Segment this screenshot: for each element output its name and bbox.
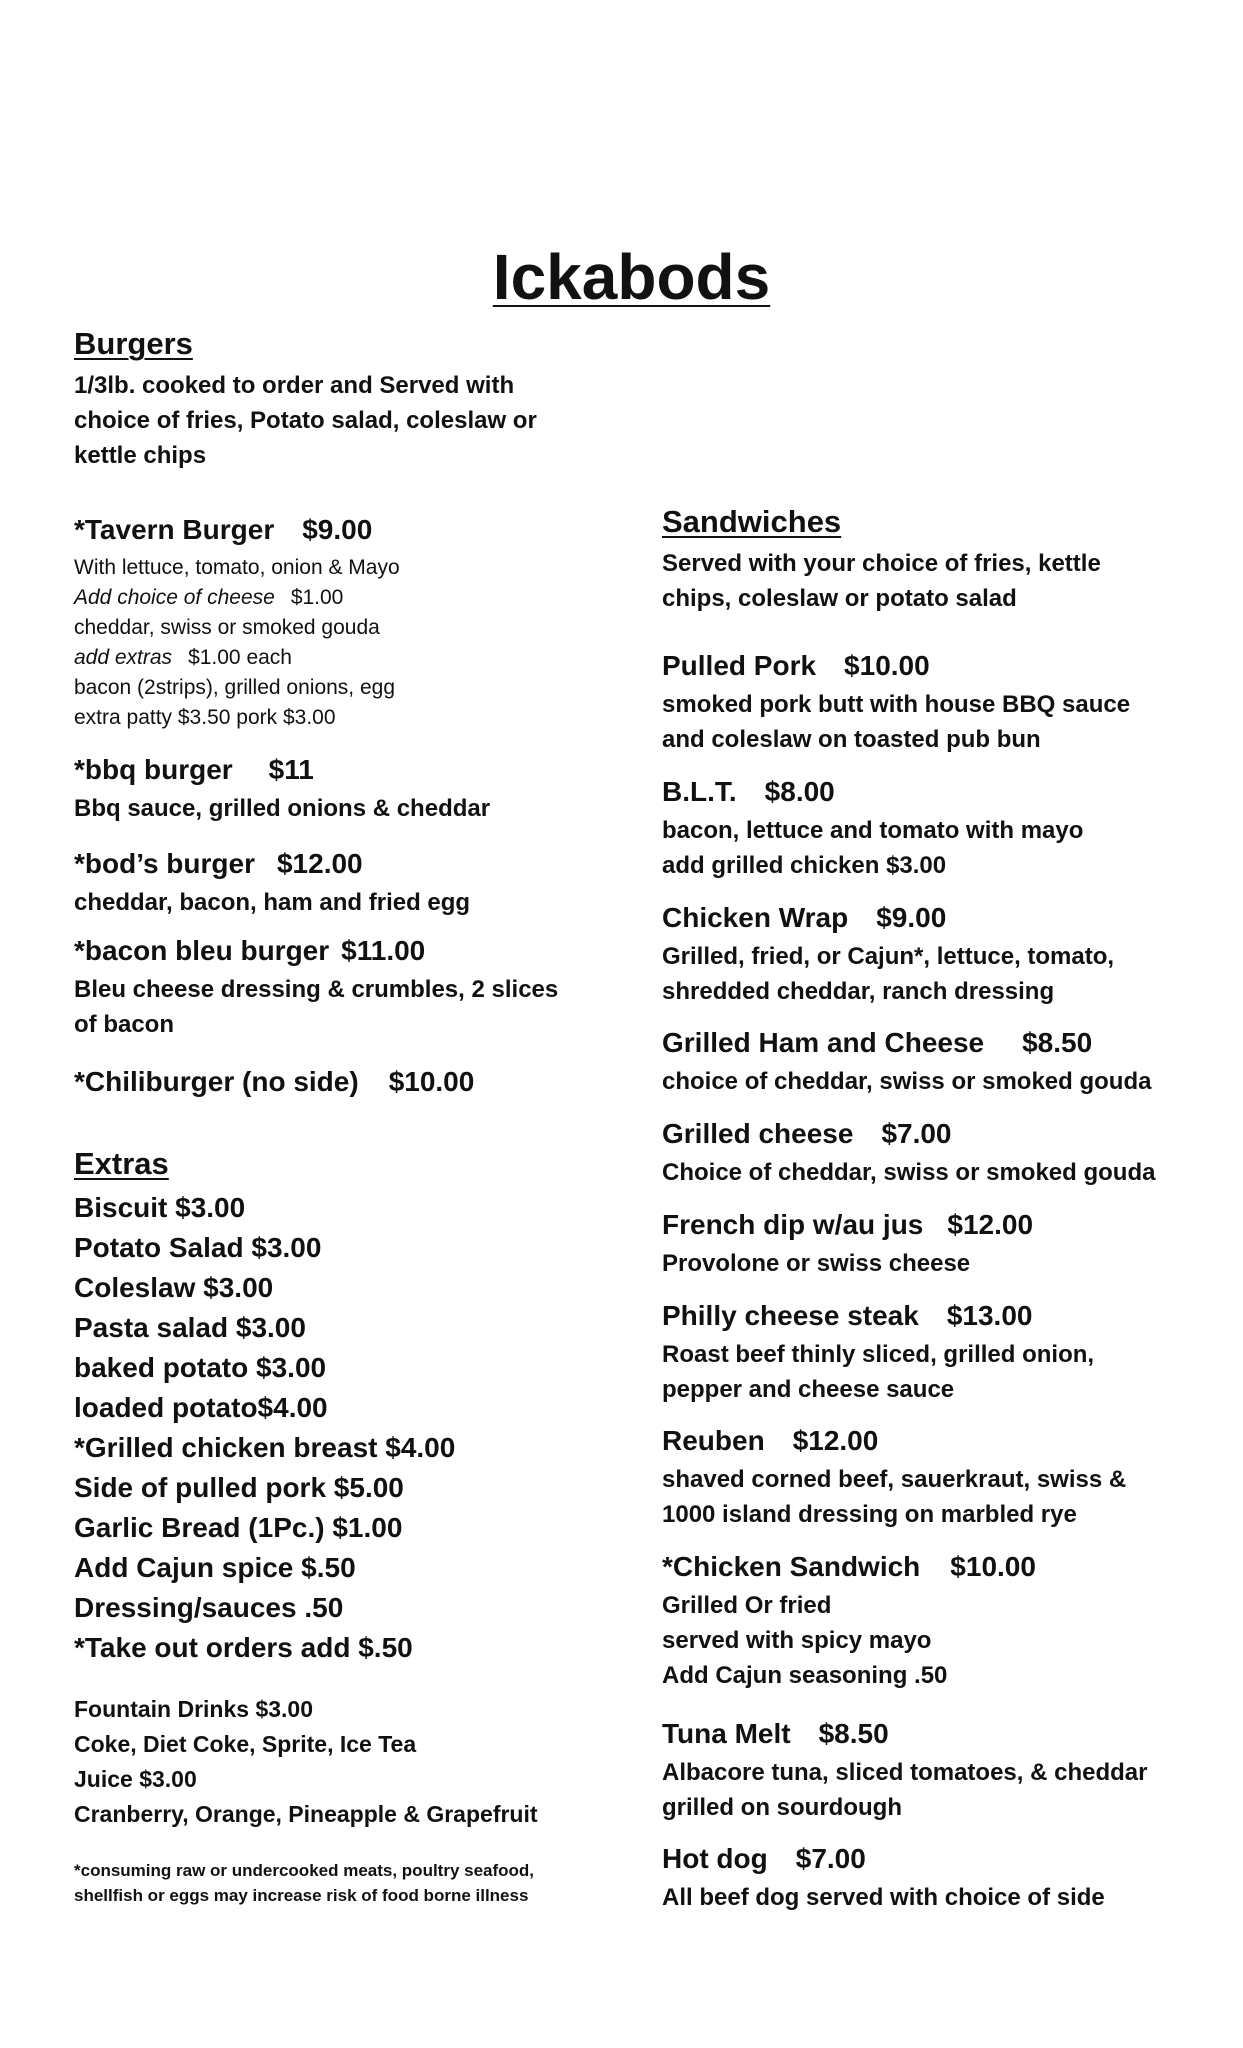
cheese-price: $1.00 (290, 586, 344, 609)
sandwich-description (662, 687, 1130, 757)
item-price: $8.50 (1022, 1027, 1093, 1058)
sandwich-description (662, 1246, 970, 1281)
bbq-burger-desc: Bbq sauce, grilled onions & cheddar (74, 795, 491, 822)
extras-item: *Take out orders add $.50 (74, 1632, 413, 1663)
item-name: Pulled Pork (662, 650, 817, 681)
sandwiches-desc-line: chips, coleslaw or potato salad (662, 585, 1017, 612)
desc-line: choice of cheddar, swiss or smoked gouda (662, 1068, 1152, 1095)
desc-line: bacon, lettuce and tomato with mayo (662, 817, 1084, 844)
item-price: $7.00 (795, 1843, 866, 1874)
item-price: $11.00 (341, 935, 426, 966)
extras-item: baked potato $3.00 (74, 1352, 327, 1383)
bacon-bleu-burger-title (74, 935, 425, 967)
desc-line: Grilled Or fried (662, 1592, 832, 1619)
burgers-desc-line: 1/3lb. cooked to order and Served with (74, 372, 515, 399)
item-name: *bod’s burger (74, 848, 255, 879)
item-price: $12.00 (792, 1425, 879, 1456)
warning-line: shellfish or eggs may increase risk of food borne illness (74, 1886, 529, 1905)
sandwich-title (662, 1118, 952, 1150)
extras-list (74, 1188, 455, 1668)
chiliburger-title (74, 1066, 474, 1098)
sandwich-description (662, 1337, 1094, 1407)
desc-line: grilled on sourdough (662, 1794, 902, 1821)
extras-item: Coleslaw $3.00 (74, 1272, 274, 1303)
item-price: $10.00 (844, 650, 930, 681)
tavern-detail-line: With lettuce, tomato, onion & Mayo (74, 556, 400, 579)
item-price: $9.00 (876, 902, 947, 933)
burgers-desc-line: choice of fries, Potato salad, coleslaw or (74, 407, 537, 434)
desc-line: of bacon (74, 1011, 174, 1038)
drinks-list (74, 1692, 538, 1832)
extras-item: *Grilled chicken breast $4.00 (74, 1432, 456, 1463)
item-price: $10.00 (388, 1066, 475, 1097)
extras-item: Garlic Bread (1Pc.) $1.00 (74, 1512, 403, 1543)
desc-line: Add Cajun seasoning .50 (662, 1662, 948, 1689)
sandwich-title (662, 1843, 866, 1875)
health-warning (74, 1858, 534, 1908)
extras-item: Side of pulled pork $5.00 (74, 1472, 404, 1503)
bacon-bleu-burger-desc (74, 972, 558, 1042)
item-price: $11 (268, 754, 314, 785)
sandwich-title (662, 1300, 1032, 1332)
drinks-line: Juice $3.00 (74, 1766, 197, 1792)
item-name: Grilled Ham and Cheese (662, 1027, 985, 1058)
sandwich-title (662, 650, 930, 682)
sandwich-description (662, 939, 1114, 1009)
bbq-burger-title (74, 754, 314, 786)
tavern-detail-line: cheddar, swiss or smoked gouda (74, 616, 380, 639)
tavern-burger-title (74, 514, 372, 546)
desc-line: smoked pork butt with house BBQ sauce (662, 691, 1131, 718)
burgers-desc-line: kettle chips (74, 442, 207, 469)
item-name: Reuben (662, 1425, 765, 1456)
tavern-burger-details (74, 553, 400, 733)
item-name: French dip w/au jus (662, 1209, 924, 1240)
tavern-cheese-line (74, 583, 400, 613)
extras-item: loaded potato$4.00 (74, 1392, 328, 1423)
sandwiches-description (662, 546, 1101, 616)
tavern-detail-line: bacon (2strips), grilled onions, egg (74, 676, 396, 699)
extras-heading: Extras (74, 1146, 169, 1181)
extras-item: Add Cajun spice $.50 (74, 1552, 356, 1583)
desc-line: shredded cheddar, ranch dressing (662, 978, 1055, 1005)
item-name: Grilled cheese (662, 1118, 854, 1149)
desc-line: pepper and cheese sauce (662, 1376, 955, 1403)
tavern-detail-line: extra patty $3.50 pork $3.00 (74, 706, 336, 729)
item-name: *bbq burger (74, 754, 233, 785)
sandwich-description (662, 1755, 1147, 1825)
sandwich-title (662, 1209, 1033, 1241)
extras-item: Potato Salad $3.00 (74, 1232, 322, 1263)
sandwiches-desc-line: Served with your choice of fries, kettle (662, 550, 1101, 577)
sandwich-title (662, 902, 946, 934)
item-name: *Tavern Burger (74, 514, 275, 545)
drinks-line: Cranberry, Orange, Pineapple & Grapefruit (74, 1801, 538, 1827)
item-name: Hot dog (662, 1843, 768, 1874)
extras-item: Dressing/sauces .50 (74, 1592, 344, 1623)
desc-line: Roast beef thinly sliced, grilled onion, (662, 1341, 1095, 1368)
sandwich-description (662, 1064, 1151, 1099)
item-price: $8.50 (818, 1718, 889, 1749)
desc-line: and coleslaw on toasted pub bun (662, 726, 1041, 753)
sandwich-description (662, 813, 1083, 883)
extras-item: Pasta salad $3.00 (74, 1312, 306, 1343)
item-name: *Chicken Sandwich (662, 1551, 921, 1582)
tavern-extras-line (74, 643, 400, 673)
drinks-line: Fountain Drinks $3.00 (74, 1696, 314, 1722)
desc-line: Bleu cheese dressing & crumbles, 2 slices (74, 976, 559, 1003)
item-name: *bacon bleu burger (74, 935, 330, 966)
item-price: $10.00 (950, 1551, 1036, 1582)
item-price: $12.00 (947, 1209, 1034, 1240)
extras-price: $1.00 each (188, 646, 292, 669)
warning-line: *consuming raw or undercooked meats, poultry seafood, (74, 1861, 535, 1880)
desc-line: Choice of cheddar, swiss or smoked gouda (662, 1159, 1156, 1186)
extras-label: add extras (74, 646, 173, 669)
item-name: Chicken Wrap (662, 902, 849, 933)
item-price: $12.00 (276, 848, 363, 879)
sandwich-description (662, 1155, 1155, 1190)
sandwich-title (662, 1551, 1036, 1583)
sandwich-title (662, 1027, 1092, 1059)
desc-line: add grilled chicken $3.00 (662, 852, 947, 879)
item-price: $9.00 (302, 514, 373, 545)
sandwich-description (662, 1880, 1105, 1915)
sandwich-title (662, 1718, 889, 1750)
sandwich-title (662, 776, 835, 808)
item-name: Tuna Melt (662, 1718, 791, 1749)
item-name: *Chiliburger (no side) (74, 1066, 359, 1097)
desc-line: 1000 island dressing on marbled rye (662, 1501, 1077, 1528)
bods-burger-title (74, 848, 363, 880)
desc-line: Albacore tuna, sliced tomatoes, & cheddar (662, 1759, 1148, 1786)
desc-line: All beef dog served with choice of side (662, 1884, 1105, 1911)
desc-line: Provolone or swiss cheese (662, 1250, 971, 1277)
sandwiches-heading: Sandwiches (662, 504, 842, 539)
bods-burger-desc: cheddar, bacon, ham and fried egg (74, 889, 471, 916)
cheese-label: Add choice of cheese (74, 586, 275, 609)
item-price: $8.00 (764, 776, 835, 807)
item-name: Philly cheese steak (662, 1300, 919, 1331)
desc-line: Grilled, fried, or Cajun*, lettuce, tomato, (662, 943, 1115, 970)
burgers-description (74, 368, 537, 473)
item-name: B.L.T. (662, 776, 737, 807)
desc-line: shaved corned beef, sauerkraut, swiss & (662, 1466, 1127, 1493)
item-price: $13.00 (946, 1300, 1033, 1331)
item-price: $7.00 (881, 1118, 952, 1149)
extras-item: Biscuit $3.00 (74, 1192, 246, 1223)
sandwich-description (662, 1462, 1126, 1532)
desc-line: served with spicy mayo (662, 1627, 932, 1654)
sandwich-description (662, 1588, 947, 1693)
sandwich-title (662, 1425, 878, 1457)
burgers-heading: Burgers (74, 326, 193, 361)
drinks-line: Coke, Diet Coke, Sprite, Ice Tea (74, 1731, 417, 1757)
menu-title: Ickabods (492, 241, 771, 313)
